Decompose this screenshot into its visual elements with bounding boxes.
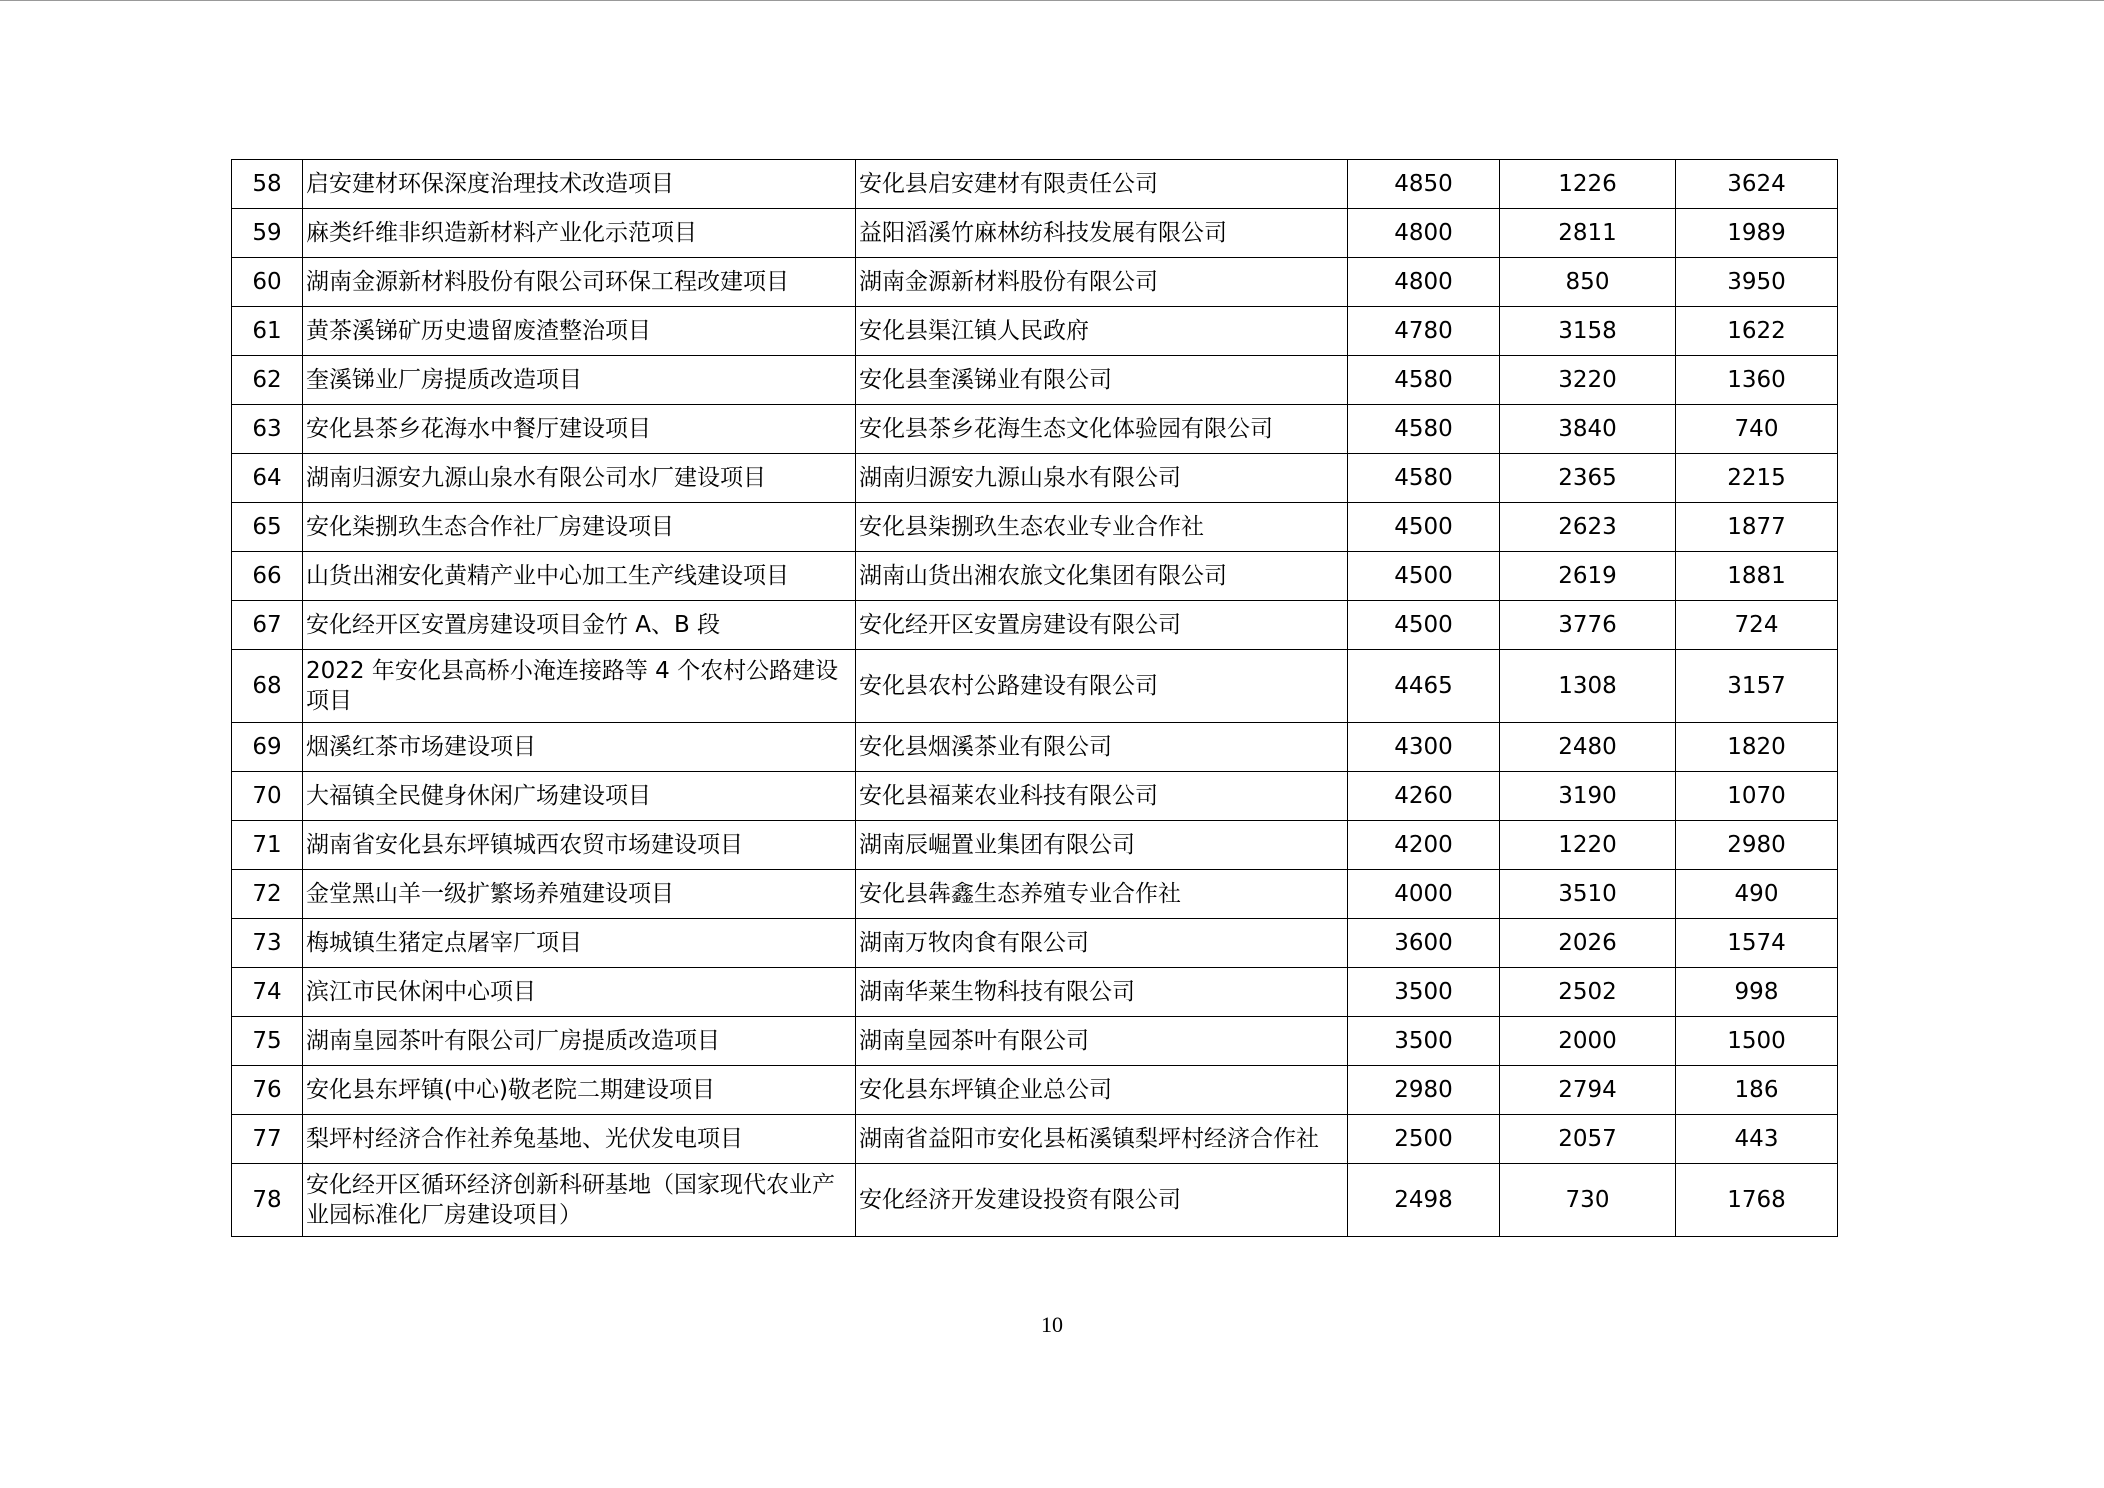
cell-value-2: 3776 [1500,601,1676,650]
table-row [232,209,1838,258]
cell-project-name: 滨江市民休闲中心项目 [303,968,856,1017]
project-table [231,159,1838,1237]
cell-value-2: 2619 [1500,552,1676,601]
cell-value-3: 1881 [1676,552,1838,601]
cell-value-2: 3190 [1500,772,1676,821]
cell-value-1: 4500 [1348,601,1500,650]
cell-company: 安化县烟溪茶业有限公司 [856,723,1348,772]
table-row [232,307,1838,356]
cell-project-name: 烟溪红茶市场建设项目 [303,723,856,772]
cell-value-3: 490 [1676,870,1838,919]
table-row [232,258,1838,307]
cell-value-3: 3624 [1676,160,1838,209]
table-row [232,723,1838,772]
cell-number: 62 [232,356,303,405]
cell-company: 湖南万牧肉食有限公司 [856,919,1348,968]
table-row [232,968,1838,1017]
cell-value-1: 4000 [1348,870,1500,919]
cell-value-1: 3500 [1348,1017,1500,1066]
cell-value-3: 1877 [1676,503,1838,552]
cell-value-2: 2811 [1500,209,1676,258]
cell-number: 58 [232,160,303,209]
cell-number: 72 [232,870,303,919]
cell-value-2: 2057 [1500,1115,1676,1164]
cell-project-name: 麻类纤维非织造新材料产业化示范项目 [303,209,856,258]
cell-company: 安化县福莱农业科技有限公司 [856,772,1348,821]
page-number: 10 [1041,1312,1063,1337]
cell-number: 77 [232,1115,303,1164]
cell-company: 湖南华莱生物科技有限公司 [856,968,1348,1017]
cell-value-1: 4800 [1348,258,1500,307]
cell-value-1: 4780 [1348,307,1500,356]
cell-project-name: 湖南省安化县东坪镇城西农贸市场建设项目 [303,821,856,870]
cell-number: 69 [232,723,303,772]
cell-project-name: 大福镇全民健身休闲广场建设项目 [303,772,856,821]
cell-number: 78 [232,1164,303,1237]
cell-value-3: 1574 [1676,919,1838,968]
cell-number: 66 [232,552,303,601]
cell-company: 安化县犇鑫生态养殖专业合作社 [856,870,1348,919]
cell-number: 67 [232,601,303,650]
cell-company: 益阳滔溪竹麻林纺科技发展有限公司 [856,209,1348,258]
cell-value-2: 2365 [1500,454,1676,503]
cell-number: 60 [232,258,303,307]
table-row [232,650,1838,723]
cell-number: 59 [232,209,303,258]
cell-value-1: 4580 [1348,356,1500,405]
cell-company: 湖南辰崛置业集团有限公司 [856,821,1348,870]
table-row [232,160,1838,209]
cell-value-1: 4300 [1348,723,1500,772]
table-row [232,1017,1838,1066]
cell-value-1: 4580 [1348,454,1500,503]
cell-value-3: 740 [1676,405,1838,454]
table-row [232,919,1838,968]
cell-value-3: 1500 [1676,1017,1838,1066]
cell-project-name: 黄茶溪锑矿历史遗留废渣整治项目 [303,307,856,356]
cell-company: 安化县奎溪锑业有限公司 [856,356,1348,405]
cell-number: 70 [232,772,303,821]
table-row [232,821,1838,870]
table-row [232,870,1838,919]
cell-project-name: 梅城镇生猪定点屠宰厂项目 [303,919,856,968]
cell-number: 73 [232,919,303,968]
cell-company: 安化经济开发建设投资有限公司 [856,1164,1348,1237]
cell-value-2: 1308 [1500,650,1676,723]
cell-number: 71 [232,821,303,870]
cell-number: 61 [232,307,303,356]
cell-project-name: 安化经开区循环经济创新科研基地（国家现代农业产业园标准化厂房建设项目） [303,1164,856,1237]
cell-value-2: 3158 [1500,307,1676,356]
cell-company: 湖南归源安九源山泉水有限公司 [856,454,1348,503]
cell-company: 安化县渠江镇人民政府 [856,307,1348,356]
cell-value-2: 2026 [1500,919,1676,968]
cell-project-name: 湖南皇园茶叶有限公司厂房提质改造项目 [303,1017,856,1066]
cell-value-1: 2980 [1348,1066,1500,1115]
table-row [232,601,1838,650]
cell-project-name: 2022 年安化县高桥小淹连接路等 4 个农村公路建设项目 [303,650,856,723]
table-row [232,552,1838,601]
cell-value-2: 3840 [1500,405,1676,454]
cell-number: 68 [232,650,303,723]
cell-project-name: 湖南金源新材料股份有限公司环保工程改建项目 [303,258,856,307]
page-top-border [0,0,2104,1]
cell-value-1: 4200 [1348,821,1500,870]
cell-value-3: 1989 [1676,209,1838,258]
cell-value-1: 4850 [1348,160,1500,209]
cell-value-2: 2623 [1500,503,1676,552]
cell-company: 安化县东坪镇企业总公司 [856,1066,1348,1115]
cell-company: 湖南金源新材料股份有限公司 [856,258,1348,307]
cell-value-2: 1220 [1500,821,1676,870]
cell-project-name: 安化柒捌玖生态合作社厂房建设项目 [303,503,856,552]
cell-company: 安化县启安建材有限责任公司 [856,160,1348,209]
cell-value-3: 1360 [1676,356,1838,405]
table-row [232,503,1838,552]
cell-company: 安化县农村公路建设有限公司 [856,650,1348,723]
cell-value-3: 2215 [1676,454,1838,503]
table-row [232,1115,1838,1164]
cell-company: 安化县柒捌玖生态农业专业合作社 [856,503,1348,552]
cell-value-3: 2980 [1676,821,1838,870]
table-row [232,405,1838,454]
cell-value-1: 4465 [1348,650,1500,723]
cell-company: 湖南省益阳市安化县柘溪镇梨坪村经济合作社 [856,1115,1348,1164]
cell-number: 75 [232,1017,303,1066]
cell-value-1: 4500 [1348,503,1500,552]
cell-project-name: 安化县茶乡花海水中餐厅建设项目 [303,405,856,454]
cell-value-3: 1768 [1676,1164,1838,1237]
cell-value-3: 724 [1676,601,1838,650]
cell-value-1: 2500 [1348,1115,1500,1164]
table-body [232,160,1838,1237]
cell-value-1: 4260 [1348,772,1500,821]
cell-project-name: 梨坪村经济合作社养兔基地、光伏发电项目 [303,1115,856,1164]
cell-value-3: 443 [1676,1115,1838,1164]
cell-project-name: 安化县东坪镇(中心)敬老院二期建设项目 [303,1066,856,1115]
table-row [232,1066,1838,1115]
cell-company: 湖南皇园茶叶有限公司 [856,1017,1348,1066]
cell-value-3: 998 [1676,968,1838,1017]
cell-value-3: 3157 [1676,650,1838,723]
cell-value-2: 2794 [1500,1066,1676,1115]
cell-value-3: 1622 [1676,307,1838,356]
cell-number: 64 [232,454,303,503]
cell-number: 76 [232,1066,303,1115]
table-row [232,772,1838,821]
cell-value-2: 1226 [1500,160,1676,209]
cell-value-1: 2498 [1348,1164,1500,1237]
cell-value-1: 3600 [1348,919,1500,968]
cell-project-name: 安化经开区安置房建设项目金竹 A、B 段 [303,601,856,650]
cell-value-2: 3510 [1500,870,1676,919]
cell-value-2: 730 [1500,1164,1676,1237]
cell-value-2: 2502 [1500,968,1676,1017]
cell-project-name: 启安建材环保深度治理技术改造项目 [303,160,856,209]
cell-company: 湖南山货出湘农旅文化集团有限公司 [856,552,1348,601]
cell-value-3: 1070 [1676,772,1838,821]
cell-project-name: 山货出湘安化黄精产业中心加工生产线建设项目 [303,552,856,601]
cell-value-1: 3500 [1348,968,1500,1017]
cell-number: 74 [232,968,303,1017]
cell-project-name: 湖南归源安九源山泉水有限公司水厂建设项目 [303,454,856,503]
cell-project-name: 奎溪锑业厂房提质改造项目 [303,356,856,405]
cell-value-3: 1820 [1676,723,1838,772]
table-row [232,454,1838,503]
table-row [232,1164,1838,1237]
cell-value-2: 2480 [1500,723,1676,772]
cell-value-1: 4800 [1348,209,1500,258]
cell-value-2: 2000 [1500,1017,1676,1066]
cell-value-3: 186 [1676,1066,1838,1115]
table-row [232,356,1838,405]
cell-project-name: 金堂黑山羊一级扩繁场养殖建设项目 [303,870,856,919]
cell-value-3: 3950 [1676,258,1838,307]
cell-company: 安化经开区安置房建设有限公司 [856,601,1348,650]
cell-value-2: 850 [1500,258,1676,307]
cell-number: 65 [232,503,303,552]
cell-value-1: 4500 [1348,552,1500,601]
cell-number: 63 [232,405,303,454]
cell-value-2: 3220 [1500,356,1676,405]
cell-value-1: 4580 [1348,405,1500,454]
cell-company: 安化县茶乡花海生态文化体验园有限公司 [856,405,1348,454]
